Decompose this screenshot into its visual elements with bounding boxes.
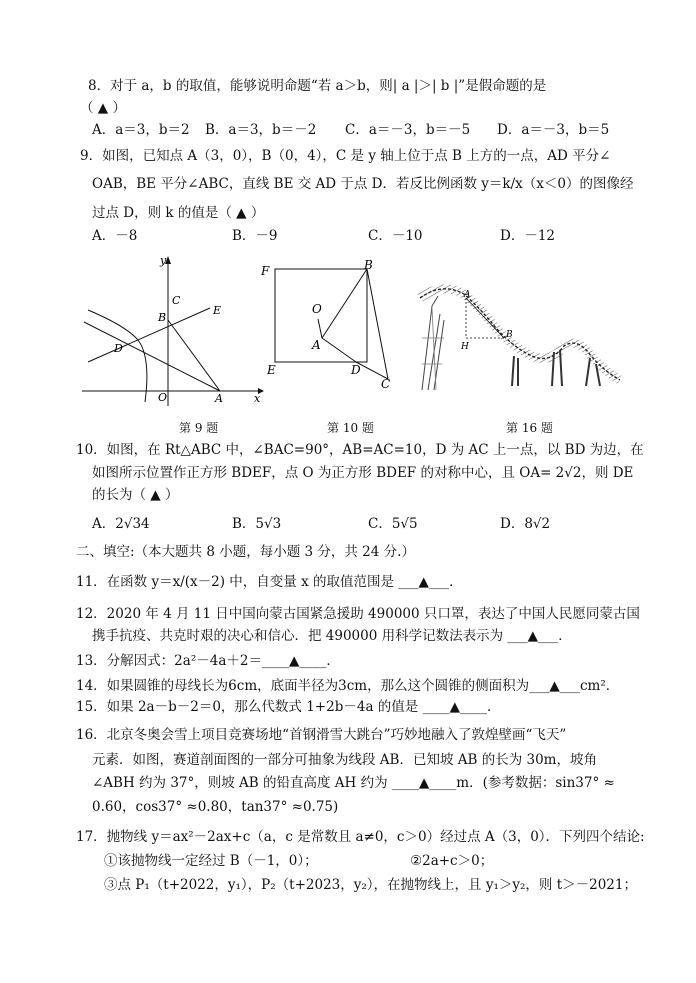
- figure-10-diagram: [255, 255, 403, 397]
- q9-option-b: B．－9: [232, 228, 278, 244]
- q8-option-b: B．a＝3，b＝－2: [205, 122, 317, 138]
- q8-answer-blank: （ ▲ ）: [80, 100, 126, 116]
- segment-ab-slope: [466, 298, 504, 338]
- q9-stem-line3: 过点 D，则 k 的值是（ ▲ ）: [92, 205, 265, 221]
- segment-ba: [322, 269, 367, 338]
- q8-stem-line1: 8．对于 a，b 的取值，能够说明命题“若 a＞b，则| a |＞| b |”是假命题的是: [88, 78, 547, 94]
- track-support-1: [512, 356, 518, 386]
- q10-option-a: A．2√34: [92, 516, 150, 532]
- q11-stem: 11．在函数 y＝x/(x－2) 中，自变量 x 的取值范围是 ___▲___．: [76, 574, 463, 590]
- q8-option-c: C．a＝－3，b＝－5: [345, 122, 471, 138]
- figure-10-caption: 第 10 题: [327, 421, 374, 435]
- fig16-label-b: B: [506, 330, 513, 340]
- q17-conclusion-1: ①该抛物线一定经过 B（－1，0）；: [104, 853, 318, 869]
- q17-conclusion-3: ③点 P₁（t+2022，y₁），P₂（t+2023，y₂），在抛物线上，且 y₁＞y₂，则 t＞－2021；: [104, 877, 637, 893]
- fig9-label-x: x: [254, 392, 261, 405]
- q8-option-a: A．a＝3，b＝2: [92, 122, 190, 138]
- section-2-heading: 二、填空:（本大题共 8 小题，每小题 3 分，共 24 分.）: [76, 544, 415, 560]
- segment-ad: [322, 338, 356, 362]
- q9-option-c: C．－10: [368, 228, 423, 244]
- q10-option-c: C．5√5: [368, 516, 418, 532]
- fig9-label-a: A: [215, 392, 223, 405]
- fig9-label-y: y: [160, 254, 167, 267]
- fig9-label-c: C: [172, 294, 181, 307]
- figure-9-caption: 第 9 题: [179, 421, 219, 435]
- q10-option-d: D．8√2: [500, 516, 551, 532]
- fig10-label-d: D: [351, 363, 361, 377]
- q8-option-d: D．a＝－3，b＝5: [497, 122, 610, 138]
- q10-stem-line3: 的长为（ ▲ ）: [92, 487, 179, 503]
- q16-stem-line3: ∠ABH 约为 37°，则坡 AB 的铅直高度 AH 约为 ____▲____m．(参考数据：sin37° ≈: [92, 775, 615, 791]
- figure-16-caption: 第 16 题: [506, 421, 553, 435]
- line-be: [88, 308, 210, 362]
- segment-bc: [367, 269, 388, 379]
- q17-stem-line1: 17．抛物线 y＝ax²－2ax+c（a，c 是常数且 a≠0，c＞0）经过点 A（3，0）．下列四个结论:: [76, 829, 645, 845]
- q9-option-d: D．－12: [500, 228, 556, 244]
- q14-stem: 14．如果圆锥的母线长为6cm，底面半径为3cm，那么这个圆锥的侧面积为___▲___cm²．: [76, 678, 620, 694]
- fig10-label-b: B: [364, 258, 373, 272]
- q16-stem-line4: 0.60，cos37° ≈0.80，tan37° ≈0.75): [92, 799, 339, 815]
- q9-stem-line1: 9．如图，已知点 A（3，0），B（0，4），C 是 y 轴上位于点 B 上方的一点，AD 平分∠: [80, 148, 611, 164]
- fig9-label-d: D: [114, 342, 123, 355]
- fig10-label-o: O: [312, 302, 322, 316]
- q10-stem-line2: 如图所示位置作正方形 BDEF，点 O 为正方形 BDEF 的对称中心，且 OA= 2√2，则 DE: [92, 465, 634, 481]
- figure-9-diagram: [78, 252, 268, 410]
- figure-16-diagram: [414, 278, 626, 392]
- fig16-label-a: A: [464, 290, 471, 300]
- fig9-label-b: B: [158, 311, 167, 324]
- line-ad: [84, 322, 220, 391]
- ski-jump-track: [420, 289, 620, 380]
- q12-stem-line1: 12．2020 年 4 月 11 日中国向蒙古国紧急援助 490000 只口罩，表达了中国人民愿同蒙古国: [76, 606, 640, 622]
- q16-stem-line1: 16．北京冬奥会雪上项目竞赛场地“首钢滑雪大跳台”巧妙地融入了敦煌壁画“飞天”: [76, 727, 567, 743]
- fig10-label-e: E: [267, 363, 276, 377]
- q10-stem-line1: 10．如图，在 Rt△ABC 中，∠BAC=90°，AB=AC=10，D 为 AC 上一点，以 BD 为边，在: [76, 442, 644, 458]
- q13-stem: 13．分解因式：2a²－4a＋2＝____▲____．: [76, 653, 340, 669]
- q15-stem: 15．如果 2a－b－2＝0，那么代数式 1+2b－4a 的值是 ____▲____．: [76, 699, 501, 715]
- fig9-label-e: E: [213, 304, 222, 317]
- hyperbola-curve: [88, 310, 147, 402]
- fig10-label-a: A: [312, 338, 321, 352]
- fig10-label-f: F: [261, 264, 270, 278]
- segment-oa: [318, 319, 322, 338]
- q17-conclusion-2: ②2a+c＞0；: [410, 853, 494, 869]
- q16-stem-line2: 元素．如图，赛道剖面图的一部分可抽象为线段 AB．已知坡 AB 的长为 30m，坡角: [92, 752, 597, 768]
- q9-stem-line2: OAB，BE 平分∠ABC，直线 BE 交 AD 于点 D．若反比例函数 y＝k/x（x＜0）的图像经: [92, 176, 634, 192]
- fig10-label-c: C: [381, 377, 391, 391]
- fig16-label-h: H: [461, 342, 469, 352]
- q10-option-b: B．5√3: [232, 516, 282, 532]
- q9-option-a: A．－8: [92, 228, 138, 244]
- fig9-label-o: O: [158, 391, 168, 404]
- q12-stem-line2: 携手抗疫、共克时艰的决心和信心．把 490000 用科学记数法表示为 ___▲___．: [92, 628, 572, 644]
- segment-ab: [168, 320, 220, 391]
